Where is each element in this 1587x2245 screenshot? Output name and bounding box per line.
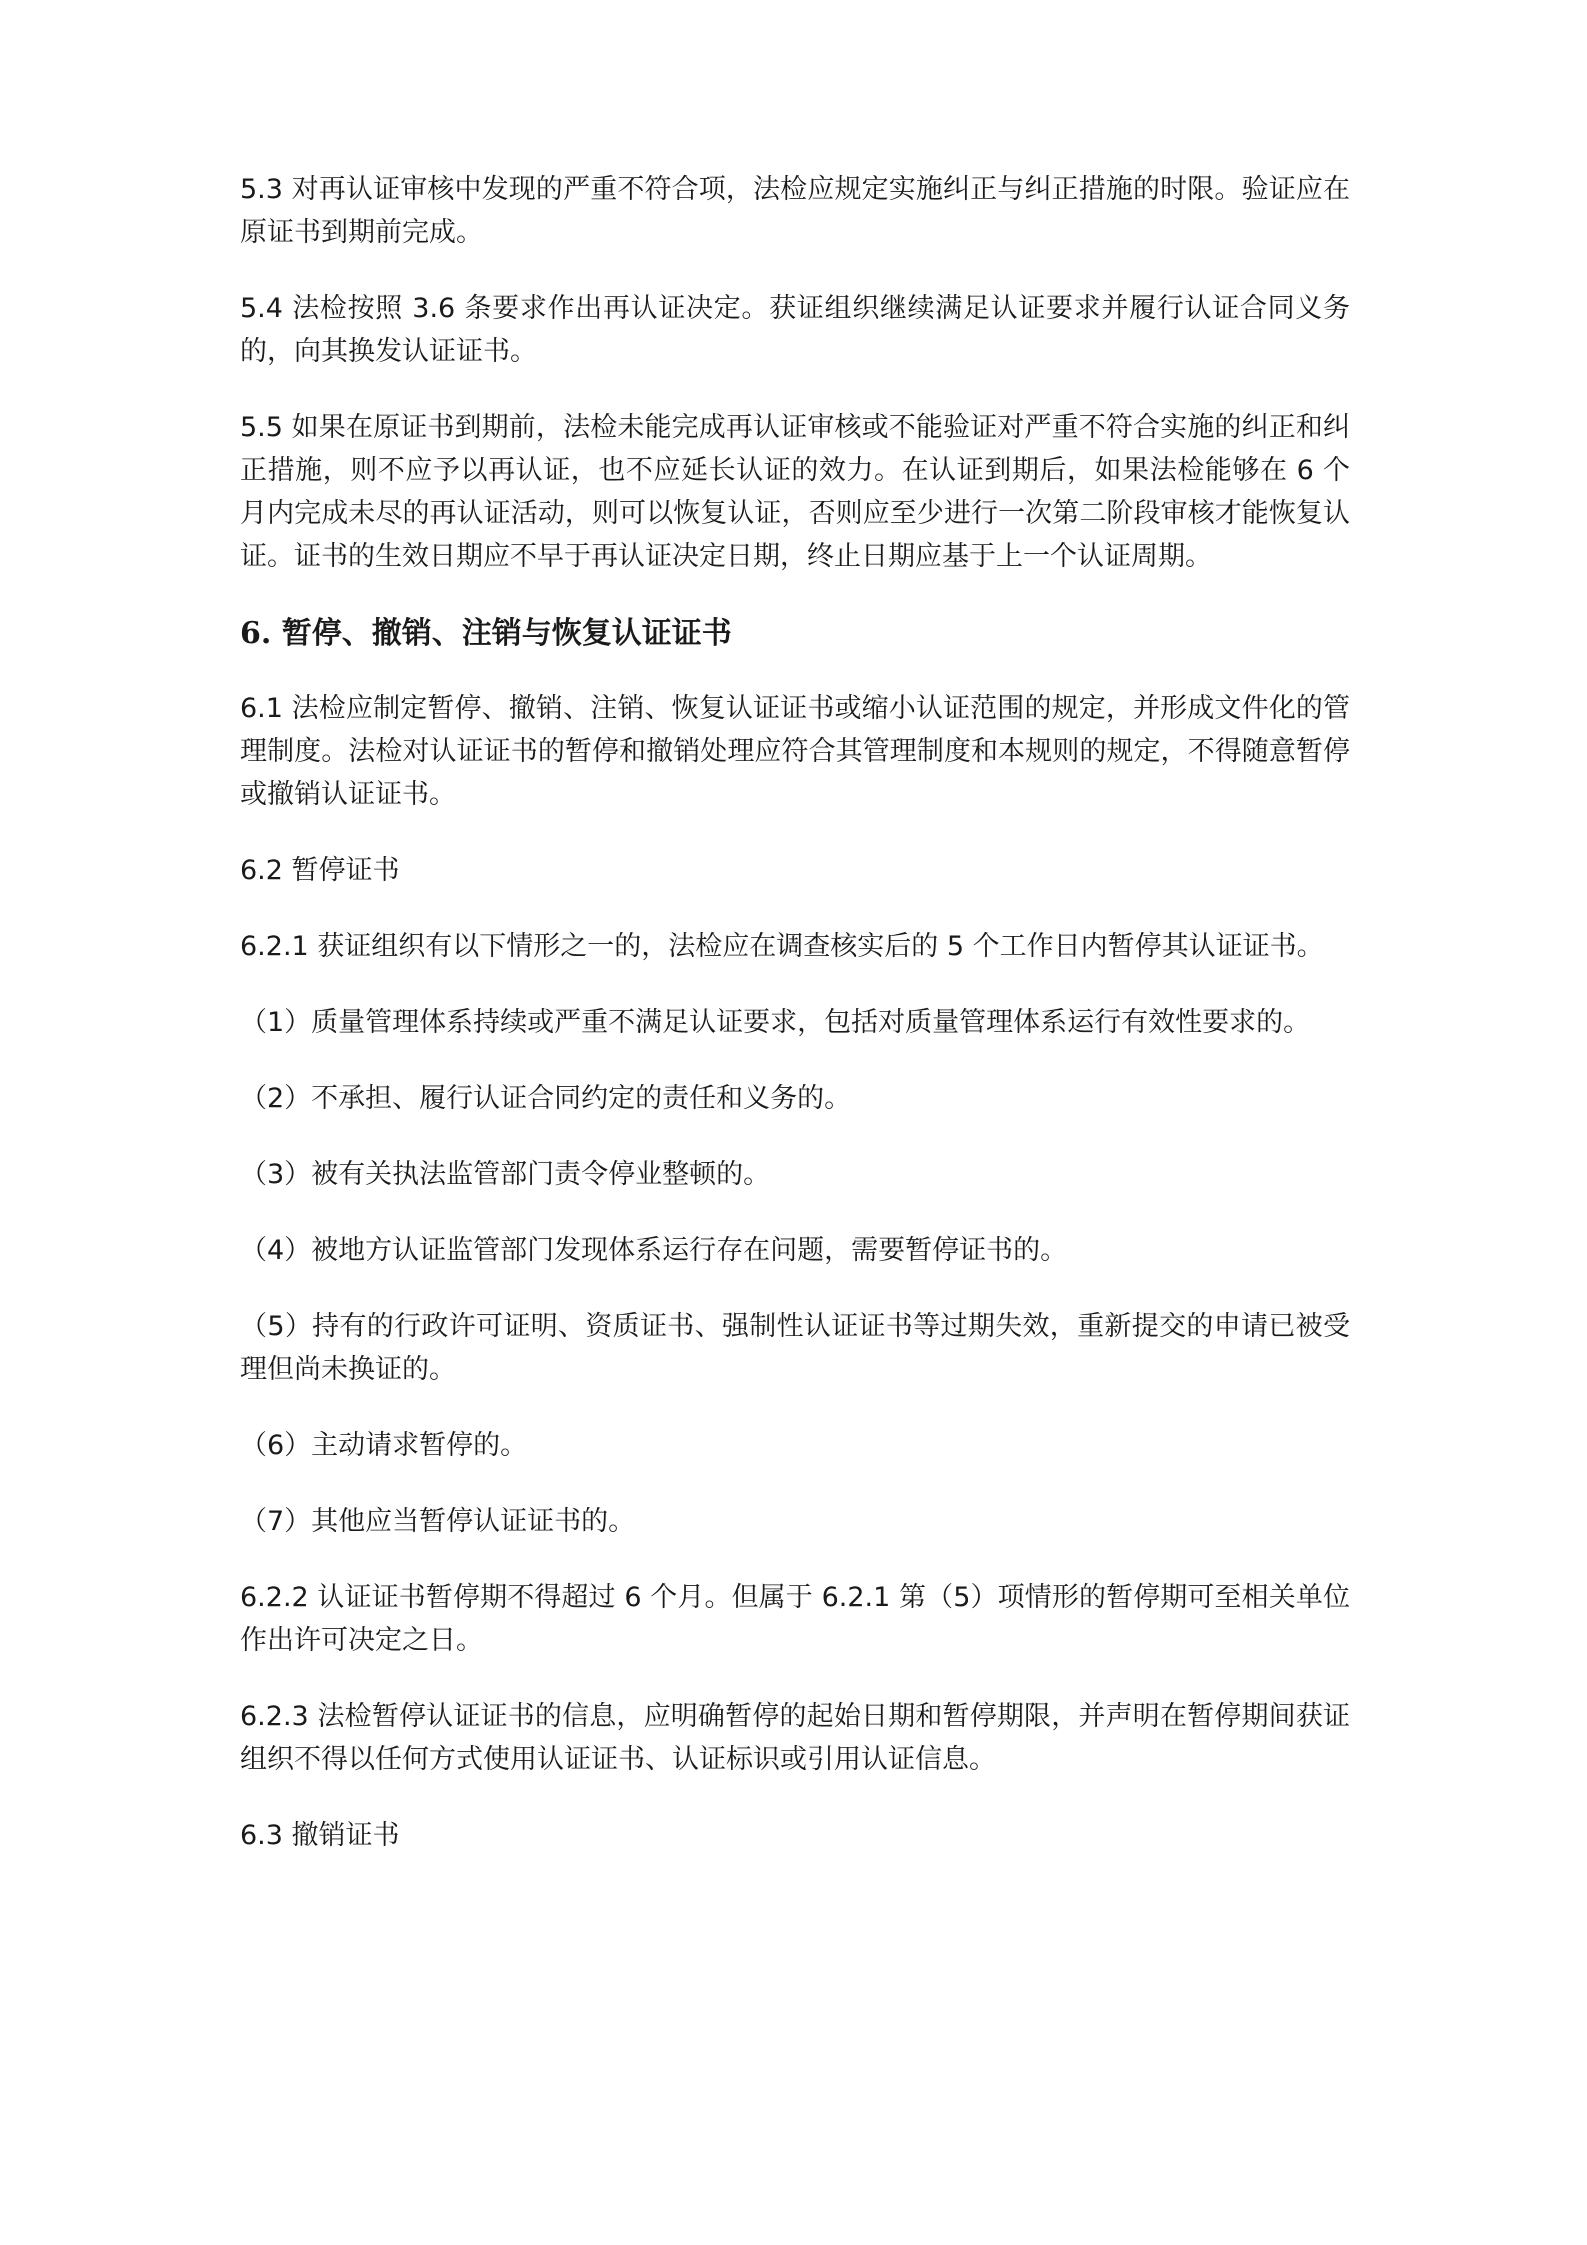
list-item-2: （2）不承担、履行认证合同约定的责任和义务的。 <box>240 1083 852 1114</box>
section-heading-6: 6. 暂停、撤销、注销与恢复认证证书 <box>240 616 732 651</box>
subheading-6-3: 6.3 撤销证书 <box>240 1820 400 1851</box>
list-item-6: （6）主动请求暂停的。 <box>240 1430 528 1461</box>
list-item-4: （4）被地方认证监管部门发现体系运行存在问题，需要暂停证书的。 <box>240 1235 1068 1266</box>
list-item-1: （1）质量管理体系持续或严重不满足认证要求，包括对质量管理体系运行有效性要求的。 <box>240 1007 1311 1038</box>
paragraph-5-4: 5.4 法检按照 3.6 条要求作出再认证决定。获证组织继续满足认证要求并履行认证合同义务的，向其换发认证证书。 <box>240 293 1350 367</box>
paragraph-6-2-1: 6.2.1 获证组织有以下情形之一的，法检应在调查核实后的 5 个工作日内暂停其认证证书。 <box>240 931 1324 962</box>
list-item-3: （3）被有关执法监管部门责令停业整顿的。 <box>240 1159 771 1190</box>
paragraph-5-3: 5.3 对再认证审核中发现的严重不符合项，法检应规定实施纠正与纠正措施的时限。验证应在原证书到期前完成。 <box>240 174 1350 248</box>
subheading-6-2: 6.2 暂停证书 <box>240 855 400 886</box>
list-item-5: （5）持有的行政许可证明、资质证书、强制性认证证书等过期失效，重新提交的申请已被受理但尚未换证的。 <box>240 1311 1350 1385</box>
document-body <box>240 168 1350 1890</box>
list-item-7: （7）其他应当暂停认证证书的。 <box>240 1506 636 1537</box>
paragraph-6-2-3: 6.2.3 法检暂停认证证书的信息，应明确暂停的起始日期和暂停期限，并声明在暂停期间获证组织不得以任何方式使用认证证书、认证标识或引用认证信息。 <box>240 1701 1350 1775</box>
paragraph-6-2-2: 6.2.2 认证证书暂停期不得超过 6 个月。但属于 6.2.1 第（5）项情形的暂停期可至相关单位作出许可决定之日。 <box>240 1582 1350 1656</box>
paragraph-5-5: 5.5 如果在原证书到期前，法检未能完成再认证审核或不能验证对严重不符合实施的纠正和纠正措施，则不应予以再认证，也不应延长认证的效力。在认证到期后，如果法检能够在 6 个月内完成未尽的再认证活动，则可以恢复认证，否则应至少进行一次第二阶段审核才能恢复认证。证书的生效日期应不早于再认证决定日期，终止日期应基于上一个认证周期。 <box>240 412 1350 572</box>
paragraph-6-1: 6.1 法检应制定暂停、撤销、注销、恢复认证证书或缩小认证范围的规定，并形成文件化的管理制度。法检对认证证书的暂停和撤销处理应符合其管理制度和本规则的规定，不得随意暂停或撤销认证证书。 <box>240 693 1350 810</box>
